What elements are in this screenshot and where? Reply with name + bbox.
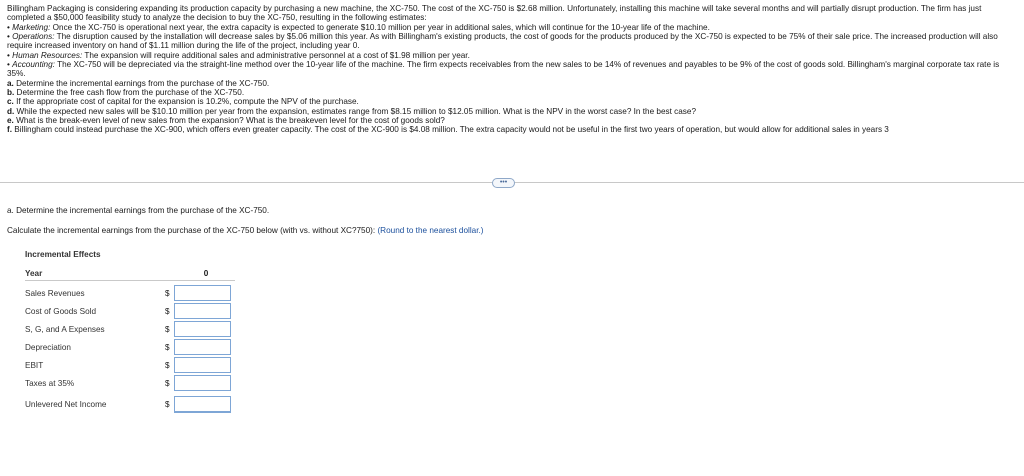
question-d [7, 107, 1019, 116]
row-label: Unlevered Net Income [25, 400, 107, 409]
part-a-title: a. Determine the incremental earnings from the purchase of the XC-750. [7, 206, 270, 215]
currency-symbol: $ [165, 325, 170, 334]
question-text: Determine the free cash flow from the purchase of the XC-750. [14, 88, 245, 98]
table-row-unlevered-net-income [25, 396, 235, 414]
table-row-sales-revenues [25, 285, 235, 303]
rounding-hint: (Round to the nearest dollar.) [377, 226, 484, 235]
question-text: What is the break-even level of new sales from the expansion? What is the breakeven level for the cost of goods sold? [13, 116, 445, 126]
bullet-label: Operations: [12, 32, 55, 42]
row-label: S, G, and A Expenses [25, 325, 105, 334]
table-row-depreciation [25, 339, 235, 357]
table-row-taxes [25, 375, 235, 393]
depreciation-input[interactable] [174, 339, 231, 355]
bullet-text: The disruption caused by the installation will decrease sales by $5.06 million this year. As with Billingham's existing products, the cost of goods for the products produced by the XC-750 is expected to be 75% of their sale price. The increased production will also require increased inventory on hand of $1.11 million during the life of the project, including year 0. [7, 32, 998, 51]
sales-revenues-input[interactable] [174, 285, 231, 301]
taxes-input[interactable] [174, 375, 231, 391]
bullet-text: The expansion will require additional sales and administrative personnel at a cost of $1.98 million per year. [82, 50, 470, 60]
bullet-marketing: • Marketing: Once the XC-750 is operational next year, the extra capacity is expected to generate $10.10 million per year in additional sales, which will continue for the 10-year life of the machine. [7, 22, 710, 32]
question-text: Determine the incremental earnings from the purchase of the XC-750. [13, 78, 270, 88]
row-label: Cost of Goods Sold [25, 307, 96, 316]
part-a-instruction [7, 226, 484, 235]
bullet-label: Marketing: [12, 22, 51, 32]
currency-symbol: $ [165, 379, 170, 388]
year-label: Year [25, 269, 43, 278]
table-row-ebit [25, 357, 235, 375]
currency-symbol: $ [165, 289, 170, 298]
row-label: Taxes at 35% [25, 379, 75, 388]
question-letter: e. [7, 116, 14, 126]
question-a [7, 79, 1019, 88]
table-row-cost-of-goods-sold [25, 303, 235, 321]
question-letter: d. [7, 106, 15, 116]
row-label: Depreciation [25, 343, 71, 352]
bullet-accounting: • Accounting: The XC-750 will be depreciated via the straight-line method over the 10-year life of the machine. The firm expects receivables from the new sales to be 14% of revenues and payables to be 9% of the cost of goods sold. Billingham's marginal corporate tax rate is 35%. [7, 60, 1000, 79]
currency-symbol: $ [165, 400, 170, 409]
bullet-operations: • Operations: The disruption caused by the installation will decrease sales by $5.06 million this year. As with Billingham's existing products, the cost of goods for the products produced by the XC-750 is expected to be 75% of their sale price. The increased production will also require increased inventory on hand of $1.11 million during the life of the project, including year 0. [7, 32, 998, 51]
bullet-label: Accounting: [12, 60, 55, 70]
problem-statement [7, 4, 1019, 170]
question-e [7, 116, 1019, 125]
question-c [7, 97, 1019, 106]
question-text: Billingham could instead purchase the XC-900, which offers even greater capacity. The cost of the XC-900 is $4.08 million. The extra capacity would not be useful in the first two years of operation, but would allow for additional sales in years 3 [12, 125, 889, 135]
question-letter: a. [7, 78, 14, 88]
header-rule [25, 280, 235, 281]
problem-intro: Billingham Packaging is considering expanding its production capacity by purchasing a new machine, the XC-750. The cost of the XC-750 is $2.68 million. Unfortunately, installing this machine will take several months and will partially disrupt production. The firm has just completed a $50,000 feasibility study to analyze the decision to buy the XC-750, resulting in the following estimates: [7, 4, 982, 23]
question-letter: b. [7, 88, 15, 98]
question-letter: c. [7, 97, 14, 107]
row-label: EBIT [25, 361, 44, 370]
expand-problem-button[interactable]: ••• [492, 178, 515, 188]
row-label: Sales Revenues [25, 289, 85, 298]
question-text: If the appropriate cost of capital for the expansion is 10.2%, compute the NPV of the purchase. [13, 97, 359, 107]
question-text: While the expected new sales will be $10.10 million per year from the expansion, estimates range from $8.15 million to $12.05 million. What is the NPV in the worst case? In the best case? [14, 106, 697, 116]
bullet-label: Human Resources: [12, 50, 83, 60]
bullet-text: Once the XC-750 is operational next year, the extra capacity is expected to generate $10.10 million per year in additional sales, which will continue for the 10-year life of the machine. [50, 22, 710, 32]
question-b [7, 88, 1019, 97]
currency-symbol: $ [165, 307, 170, 316]
unlevered-net-income-input[interactable] [174, 396, 231, 413]
bullet-human-resources: • Human Resources: The expansion will require additional sales and administrative personnel at a cost of $1.98 million per year. [7, 50, 470, 60]
ebit-input[interactable] [174, 357, 231, 373]
question-letter: f. [7, 125, 13, 135]
cost-of-goods-sold-input[interactable] [174, 303, 231, 319]
question-f [7, 125, 1019, 134]
table-title: Incremental Effects [25, 250, 101, 259]
year-0-header: 0 [203, 269, 209, 278]
table-row-sga-expenses [25, 321, 235, 339]
bullet-text: The XC-750 will be depreciated via the straight-line method over the 10-year life of the machine. The firm expects receivables from the new sales to be 14% of revenues and payables to be 9% of the cost of goods sold. Billingham's marginal corporate tax rate is 35%. [7, 60, 1000, 79]
currency-symbol: $ [165, 343, 170, 352]
sga-expenses-input[interactable] [174, 321, 231, 337]
instruction-text: Calculate the incremental earnings from the purchase of the XC-750 below (with vs. without XC?750): [7, 226, 376, 235]
currency-symbol: $ [165, 361, 170, 370]
